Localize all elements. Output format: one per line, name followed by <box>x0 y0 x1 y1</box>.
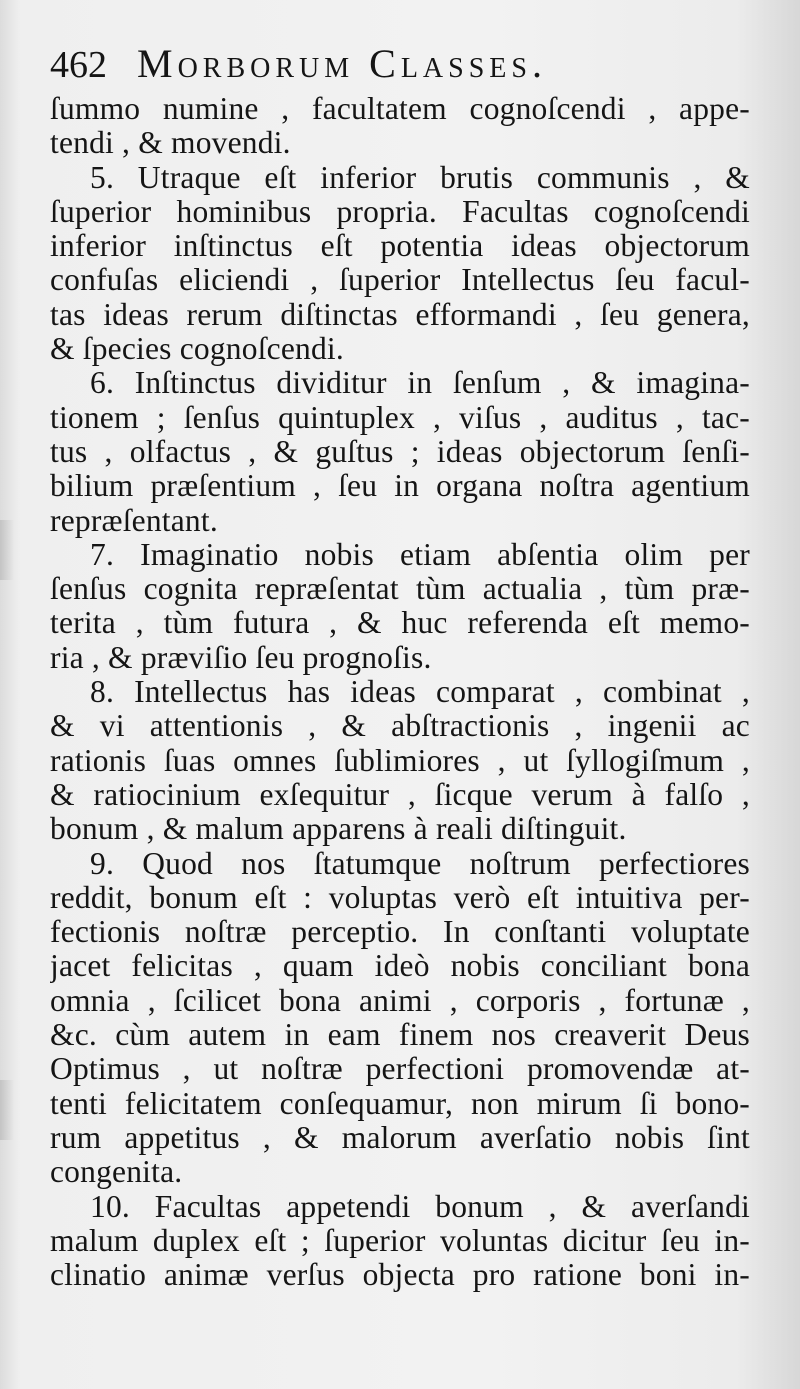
text-line: ſummo numine , facultatem cognoſcendi , appe- <box>50 92 750 126</box>
page-number: 462 <box>50 44 107 86</box>
text-line: ſuperior hominibus propria. Facultas cognoſcendi <box>50 194 750 229</box>
text-line: omnia , ſcilicet bona animi , corporis , fortunæ , <box>50 983 750 1018</box>
text-line: rum appetitus , & malorum averſatio nobis ſint <box>50 1120 750 1155</box>
text-line: congenita. <box>50 1155 183 1190</box>
text-line: terita , tùm futura , & huc referenda eſt memo- <box>50 606 750 641</box>
body-text <box>50 92 750 1292</box>
text-line: bilium præſentium , ſeu in organa noſtra agentium <box>50 469 750 504</box>
text-line: 5. Utraque eſt inferior brutis communis , & <box>90 160 750 195</box>
text-line: &c. cùm autem in eam finem nos creaverit Deus <box>50 1018 750 1053</box>
text-line: 8. Intellectus has ideas comparat , combinat , <box>90 675 750 710</box>
text-line: 9. Quod nos ſtatumque noſtrum perfectiores <box>90 846 750 881</box>
text-line: rationis ſuas omnes ſublimiores , ut ſyllogiſmum , <box>50 743 750 778</box>
text-line: malum duplex eſt ; ſuperior voluntas dicitur ſeu in- <box>50 1223 750 1258</box>
text-line: reddit, bonum eſt : voluptas verò eſt intuitiva per- <box>50 880 750 915</box>
page-edge-shadow <box>0 520 14 580</box>
text-line: repræſentant. <box>50 503 218 538</box>
text-line: Optimus , ut noſtræ perfectioni promovendæ at- <box>50 1052 750 1087</box>
text-line: bonum , & malum apparens à reali diſtinguit. <box>50 812 627 847</box>
text-block <box>50 40 750 1292</box>
text-line: & ſpecies cognoſcendi. <box>50 332 344 367</box>
text-line: tendi , & movendi. <box>50 126 291 161</box>
text-line: tenti felicitatem conſequamur, non mirum ſi bono- <box>50 1086 750 1121</box>
page-edge-shadow <box>0 1080 14 1140</box>
text-line: 10. Facultas appetendi bonum , & averſandi <box>90 1189 750 1224</box>
text-line: inferior inſtinctus eſt potentia ideas objectorum <box>50 229 750 264</box>
text-line: ſenſus cognita repræſentat tùm actualia , tùm præ- <box>50 572 750 607</box>
text-line: jacet felicitas , quam ideò nobis conciliant bona <box>50 949 750 984</box>
text-line: 6. Inſtinctus dividitur in ſenſum , & imagina- <box>90 366 750 401</box>
text-line: fectionis noſtræ perceptio. In conſtanti voluptate <box>50 915 750 950</box>
text-line: tas ideas rerum diſtinctas efformandi , ſeu genera, <box>50 297 750 332</box>
text-line: ria , & præviſio ſeu prognoſis. <box>50 640 432 675</box>
text-line: & ratiocinium exſequitur , ſicque verum à falſo , <box>50 777 750 812</box>
text-line: 7. Imaginatio nobis etiam abſentia olim per <box>90 537 750 572</box>
page-header <box>50 40 750 92</box>
running-head: Morborum Classes. <box>137 41 547 86</box>
text-line: & vi attentionis , & abſtractionis , ingenii ac <box>50 709 750 744</box>
text-line: clinatio animæ verſus objecta pro ratione boni in- <box>50 1258 750 1293</box>
text-line: confuſas eliciendi , ſuperior Intellectus ſeu facul- <box>50 263 750 298</box>
text-line: tus , olfactus , & guſtus ; ideas objectorum ſenſi- <box>50 434 750 469</box>
text-line: tionem ; ſenſus quintuplex , viſus , auditus , tac- <box>50 400 750 435</box>
